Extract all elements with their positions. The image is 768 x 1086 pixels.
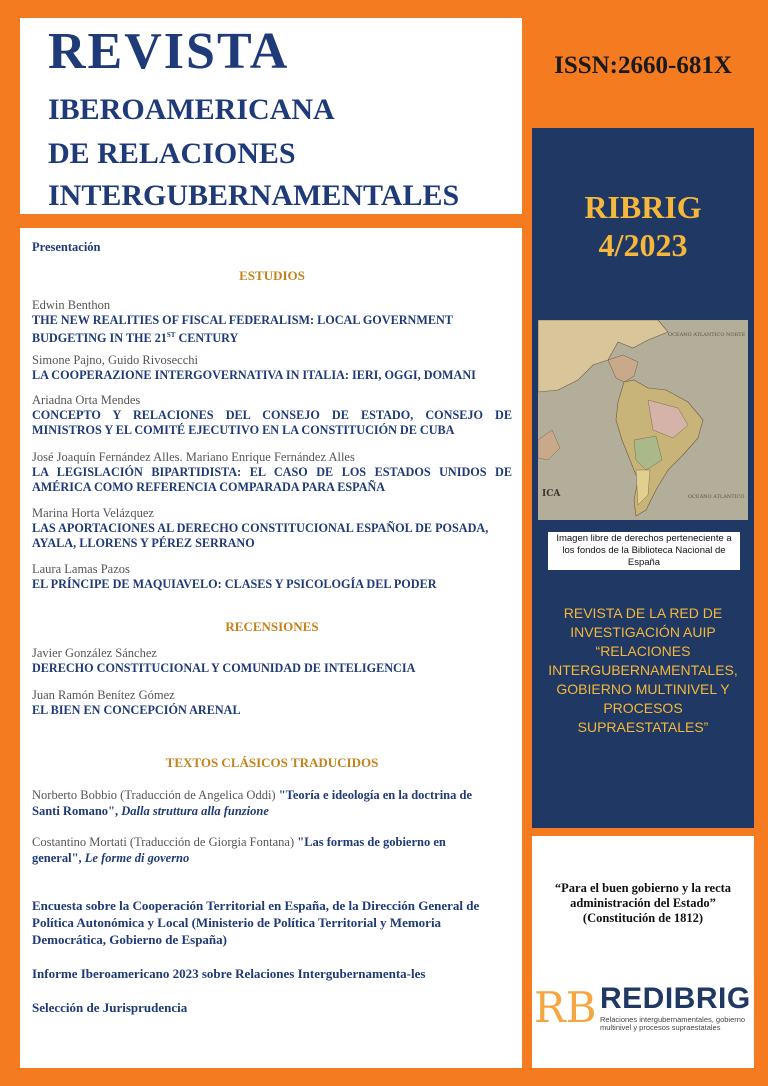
issn: ISSN:2660-681X — [554, 52, 732, 79]
classic-author: Costantino Mortati (Traducción de Giorgia Fontana) — [32, 835, 298, 849]
svg-text:ICA: ICA — [542, 489, 561, 499]
redibrig-logo-icon — [534, 982, 596, 1028]
masthead-title: REVISTA — [48, 23, 290, 80]
map-image — [538, 320, 748, 520]
article-title: EL PRÍNCIPE DE MAQUIAVELO: CLASES Y PSICOLOGÍA DEL PODER — [32, 577, 437, 591]
review-title: DERECHO CONSTITUCIONAL Y COMUNIDAD DE INTELIGENCIA — [32, 661, 416, 675]
review-title: EL BIEN EN CONCEPCIÓN ARENAL — [32, 703, 241, 717]
article-author: José Joaquín Fernández Alles. Mariano Enrique Fernández Alles — [32, 450, 355, 464]
logo-panel — [532, 836, 754, 1068]
article-entry[interactable] — [32, 450, 512, 495]
article-title: LAS APORTACIONES AL DERECHO CONSTITUCIONAL ESPAÑOL DE POSADA, AYALA, LLORENS Y PÉREZ SERRANO — [32, 521, 489, 550]
article-entry[interactable] — [32, 562, 512, 592]
issue-label — [532, 188, 754, 264]
quote-text: “Para el buen gobierno y la recta administración del Estado” — [554, 881, 732, 910]
issue-number: 4/2023 — [598, 227, 688, 263]
classic-title: "Las formas de gobierno en general", — [32, 835, 446, 865]
classic-source: Le forme di governo — [84, 851, 190, 865]
review-entry[interactable] — [32, 646, 512, 676]
classic-text-entry[interactable] — [32, 787, 472, 819]
svg-text:OCEANO ATLANTICO: OCEANO ATLANTICO — [688, 494, 745, 500]
clasicos-heading: TEXTOS CLÁSICOS TRADUCIDOS — [165, 755, 379, 770]
article-author: Edwin Benthon — [32, 298, 111, 312]
review-entry[interactable] — [32, 688, 512, 718]
review-author: Juan Ramón Benítez Gómez — [32, 688, 175, 702]
jurisprudencia-link[interactable]: Selección de Jurisprudencia — [32, 1000, 188, 1015]
recensiones-heading: RECENSIONES — [225, 619, 319, 634]
masthead-line-2: DE RELACIONES — [48, 137, 296, 170]
classic-title: "Teoría e ideología en la doctrina de Santi Romano", — [32, 788, 472, 818]
article-entry[interactable] — [32, 298, 512, 346]
masthead-line-1: IBEROAMERICANA — [48, 93, 335, 126]
image-caption: Imagen libre de derechos perteneciente a los fondos de la Biblioteca Nacional de España — [548, 532, 740, 570]
article-author: Ariadna Orta Mendes — [32, 393, 141, 407]
informe-link[interactable]: Informe Iberoamericano 2023 sobre Relaciones Intergubernamenta-les — [32, 966, 426, 981]
article-title: LA COOPERAZIONE INTERGOVERNATIVA IN ITALIA: IERI, OGGI, DOMANI — [32, 368, 476, 382]
classic-author: Norberto Bobbio (Traducción de Angelica Oddi) — [32, 788, 279, 802]
estudios-heading: ESTUDIOS — [239, 268, 305, 283]
article-title: CONCEPTO Y RELACIONES DEL CONSEJO DE ESTADO, CONSEJO DE MINISTROS Y EL COMITÉ EJECUTIVO EN LA CONSTITUCIÓN DE CUBA — [32, 408, 512, 437]
logo-name: REDIBRIG — [600, 982, 751, 1015]
article-title: LA LEGISLACIÓN BIPARTIDISTA: EL CASO DE LOS ESTADOS UNIDOS DE AMÉRICA COMO REFERENCIA COMPARADA PARA ESPAÑA — [32, 465, 512, 494]
network-description: REVISTA DE LA RED DE INVESTIGACIÓN AUIP “RELACIONES INTERGUBERNAMENTALES, GOBIERNO MULTINIVEL Y PROCESOS SUPRAESTATALES” — [548, 605, 738, 735]
presentacion-link[interactable]: Presentación — [32, 240, 101, 254]
article-author: Laura Lamas Pazos — [32, 562, 130, 576]
logo-mark-text: RB — [534, 983, 596, 1028]
review-author: Javier González Sánchez — [32, 646, 157, 660]
article-entry[interactable] — [32, 506, 512, 551]
masthead-line-3: INTERGUBERNAMENTALES — [48, 179, 460, 212]
classic-source: Dalla struttura alla funzione — [121, 804, 269, 818]
article-entry[interactable] — [32, 353, 512, 383]
classic-text-entry[interactable] — [32, 834, 472, 866]
quote-source: (Constitución de 1812) — [582, 911, 704, 925]
quote — [540, 881, 746, 926]
encuesta-link[interactable]: Encuesta sobre la Cooperación Territorial en España, de la Dirección General de Política Autonómica y Local (Ministerio de Política Territorial y Memoria Democrática, Gobierno de España) — [32, 898, 480, 947]
journal-acronym: RIBRIG — [584, 189, 702, 225]
article-author: Simone Pajno, Guido Rivosecchi — [32, 353, 198, 367]
logo-tagline: Relaciones intergubernamentales, gobierno multinivel y procesos supraestatales — [600, 1015, 746, 1032]
article-entry[interactable] — [32, 393, 512, 438]
article-title: THE NEW REALITIES OF FISCAL FEDERALISM: LOCAL GOVERNMENT BUDGETING IN THE 21ST CENTURY — [32, 313, 453, 346]
article-author: Marina Horta Velázquez — [32, 506, 154, 520]
svg-text:OCEANO ATLANTICO NORTE: OCEANO ATLANTICO NORTE — [668, 332, 746, 338]
